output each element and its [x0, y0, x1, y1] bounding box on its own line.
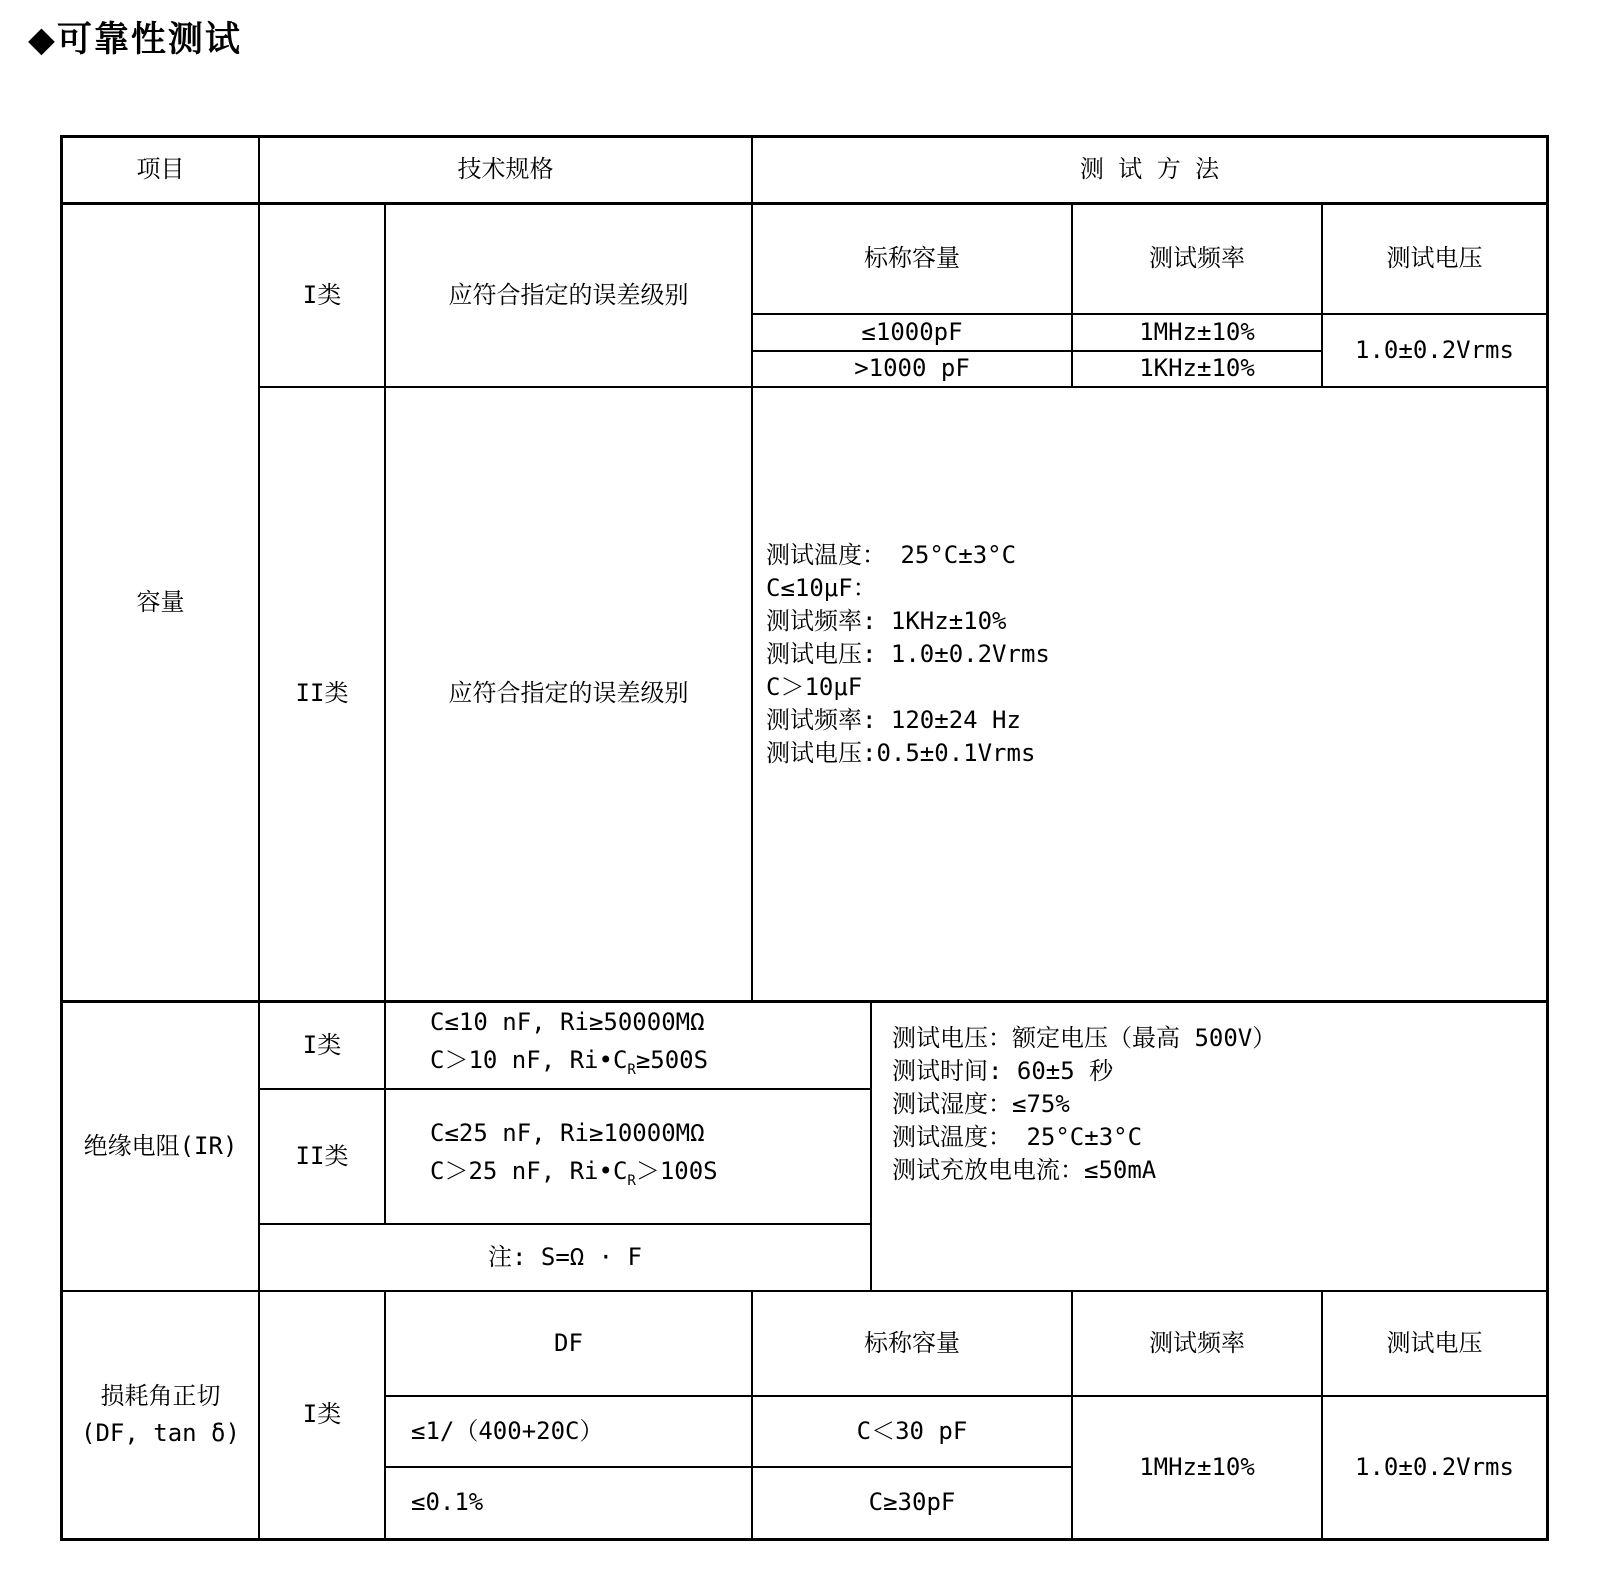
ir-class1-spec: [386, 1003, 872, 1090]
header-item-cell: 项目: [63, 138, 260, 205]
capacity-subheader-frequency: 测试频率: [1073, 205, 1323, 315]
method-line: 测试频率: 1KHz±10%: [766, 606, 1007, 635]
capacity-row2-frequency: 1KHz±10%: [1073, 352, 1323, 388]
df-row2-value: ≤0.1%: [386, 1468, 753, 1538]
method-line: 测试充放电电流：≤50mA: [892, 1155, 1157, 1184]
capacity-class2-spec: 应符合指定的误差级别: [386, 388, 753, 1003]
reliability-test-table: [60, 135, 1549, 1541]
ir-class2-spec: [386, 1090, 872, 1225]
df-header-capacitance: 标称容量: [753, 1292, 1073, 1397]
header-spec-cell: 技术规格: [260, 138, 753, 205]
df-row1-capacitance: C＜30 pF: [753, 1397, 1073, 1468]
ir-class1-label: I类: [260, 1003, 386, 1090]
df-row2-capacitance: C≥30pF: [753, 1468, 1073, 1538]
ir-spec-line: C＞10 nF, $Ri•C_R\ge 500S$: [430, 1045, 709, 1078]
method-line: 测试电压:0.5±0.1Vrms: [766, 738, 1036, 767]
capacity-row1-capacitance: ≤1000pF: [753, 315, 1073, 352]
capacity-class1-label: I类: [260, 205, 386, 388]
df-voltage-value: 1.0±0.2Vrms: [1355, 1452, 1514, 1481]
capacity-class2-method: [753, 388, 1546, 1003]
ir-spec-line: C＞25 nF, $Ri•C_R>100S$: [430, 1156, 718, 1189]
ir-note-cell: 注: S=Ω · F: [260, 1225, 872, 1292]
capacity-class2-label: II类: [260, 388, 386, 1003]
ir-spec-line: C≤25 nF, Ri≥10000MΩ: [430, 1118, 705, 1147]
df-header-voltage: 测试电压: [1323, 1292, 1546, 1397]
capacity-row2-capacitance: >1000 pF: [753, 352, 1073, 388]
method-line: 测试频率: 120±24 Hz: [766, 705, 1021, 734]
df-row-label: [63, 1292, 260, 1538]
ir-spec-line: C≤10 nF, Ri≥50000MΩ: [430, 1007, 705, 1036]
method-line: C≤10μF：: [766, 573, 877, 602]
ir-method: [872, 1003, 1546, 1292]
df-header-frequency: 测试频率: [1073, 1292, 1323, 1397]
capacity-class1-spec: 应符合指定的误差级别: [386, 205, 753, 388]
page-title: ◆可靠性测试: [28, 20, 242, 60]
capacity-voltage-value: 1.0±0.2Vrms: [1323, 315, 1546, 388]
df-label-line2: (DF, tan δ): [81, 1419, 240, 1447]
ir-row-label: 绝缘电阻(IR): [63, 1003, 260, 1292]
capacity-subheader-capacitance: 标称容量: [753, 205, 1073, 315]
subscript-r: R: [627, 1061, 636, 1078]
df-frequency-value: 1MHz±10%: [1073, 1397, 1323, 1538]
df-class-label: I类: [260, 1292, 386, 1538]
df-row1-value: ≤1/（400+20C）: [386, 1397, 753, 1468]
method-line: C＞10μF: [766, 672, 863, 701]
method-line: 测试温度： 25°C±3°C: [892, 1122, 1143, 1151]
method-line: 测试时间: 60±5 秒: [892, 1056, 1114, 1085]
subscript-r: R: [627, 1172, 636, 1189]
method-line: 测试温度： 25°C±3°C: [766, 540, 1017, 569]
df-header-df: DF: [386, 1292, 753, 1397]
method-line: 测试湿度：≤75%: [892, 1089, 1070, 1118]
df-label-line1: 损耗角正切: [100, 1382, 221, 1410]
capacity-row-label: 容量: [63, 205, 260, 1003]
capacity-row1-frequency: 1MHz±10%: [1073, 315, 1323, 352]
header-method-cell: 测 试 方 法: [753, 138, 1546, 205]
capacity-subheader-voltage: 测试电压: [1323, 205, 1546, 315]
method-line: 测试电压: 1.0±0.2Vrms: [766, 639, 1050, 668]
ir-class2-label: II类: [260, 1090, 386, 1225]
method-line: 测试电压：额定电压（最高 500V）: [892, 1023, 1277, 1052]
